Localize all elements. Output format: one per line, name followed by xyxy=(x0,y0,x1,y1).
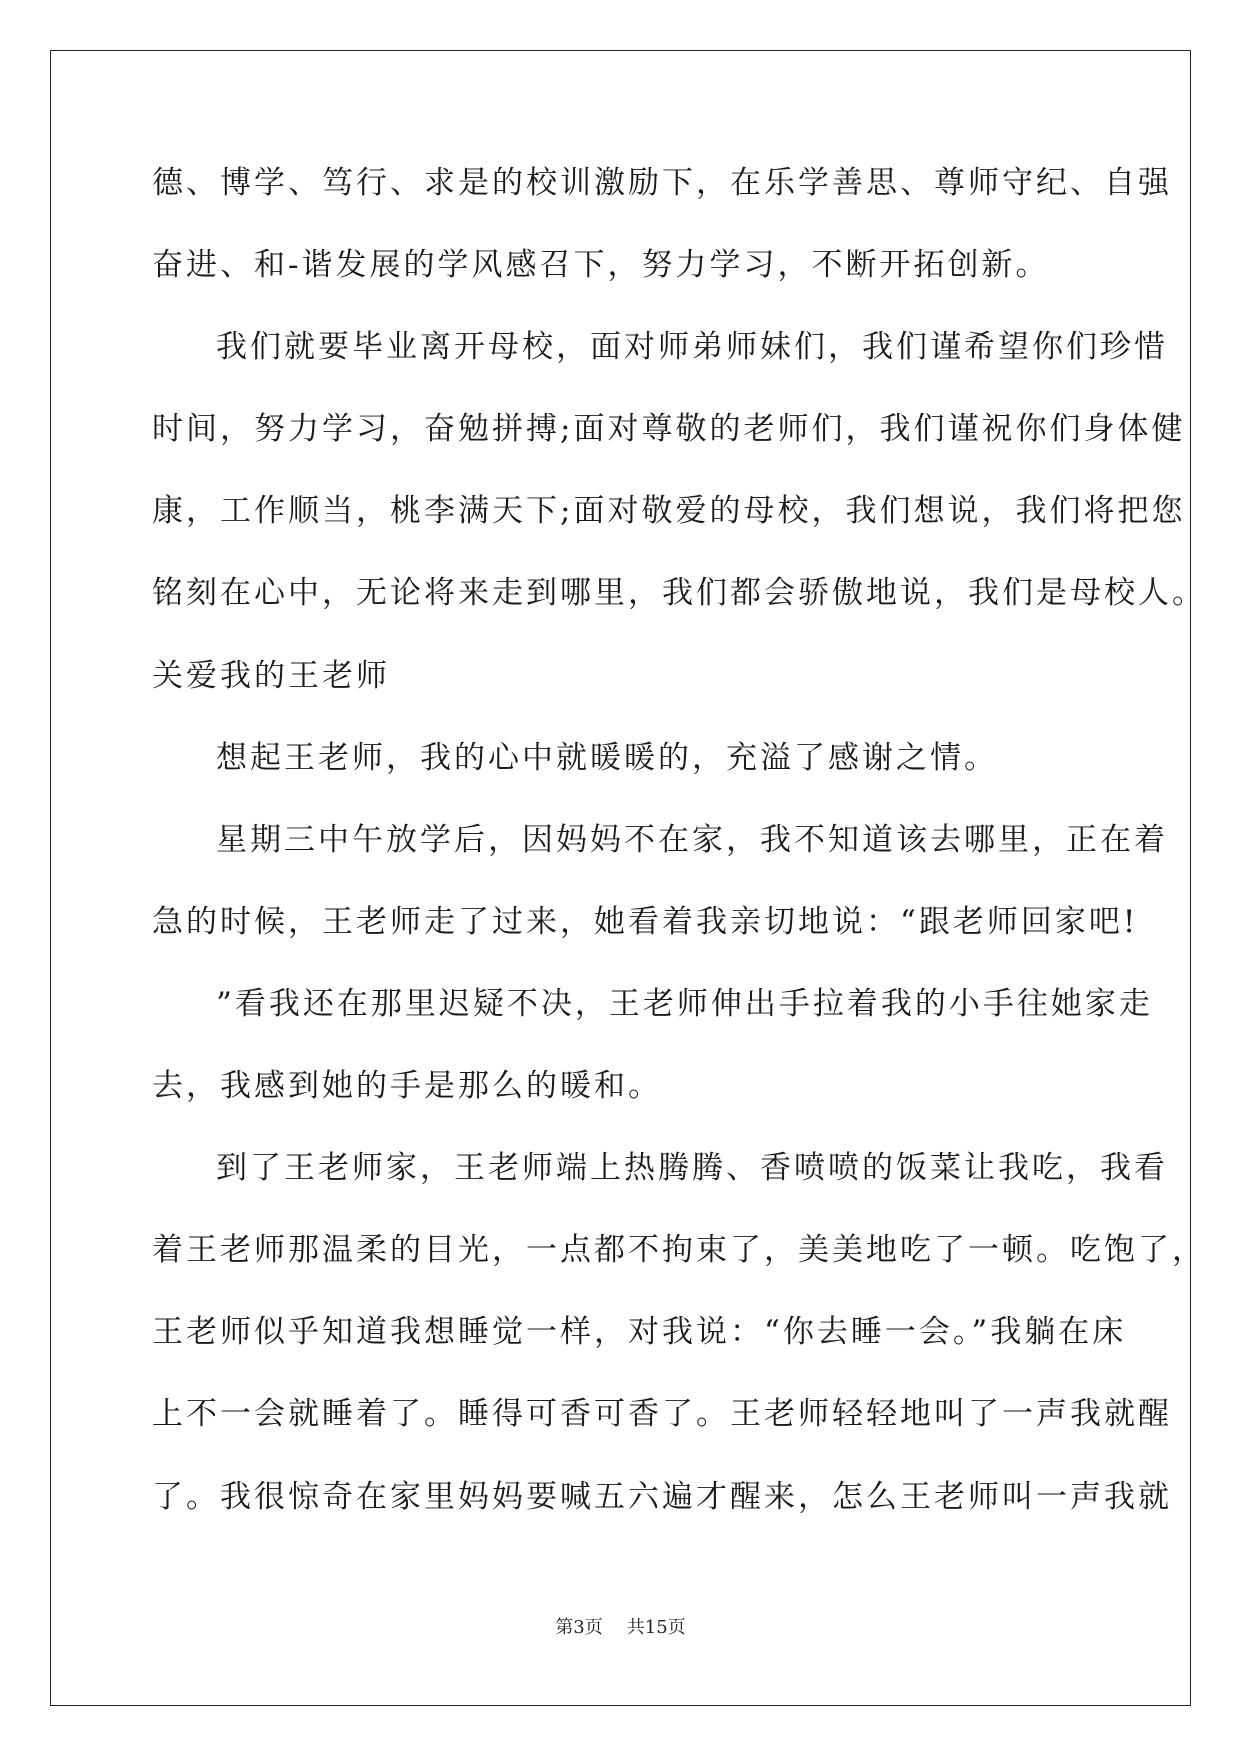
text-line: 星期三中午放学后，因妈妈不在家，我不知道该去哪里，正在着 xyxy=(216,821,1168,858)
text-line: 关爱我的王老师 xyxy=(152,657,390,694)
text-line: 时间，努力学习，奋勉拼搏;面对尊敬的老师们，我们谨祝你们身体健 xyxy=(152,411,1186,448)
text-line: 康，工作顺当，桃李满天下;面对敬爱的母校，我们想说，我们将把您 xyxy=(152,493,1186,530)
text-line: 到了王老师家，王老师端上热腾腾、香喷喷的饭菜让我吃，我看 xyxy=(216,1150,1168,1187)
text-line: 想起王老师，我的心中就暖暖的，充溢了感谢之情。 xyxy=(216,739,998,776)
page-footer xyxy=(0,1617,1241,1639)
text-line: 德、博学、笃行、求是的校训激励下，在乐学善思、尊师守纪、自强 xyxy=(152,165,1172,201)
page-number: 第3页 xyxy=(555,1617,603,1638)
text-line: 我们就要毕业离开母校，面对师弟师妹们，我们谨希望你们珍惜 xyxy=(216,329,1168,366)
text-line: ”看我还在那里迟疑不决，王老师伸出手拉着我的小手往她家走 xyxy=(216,985,1153,1022)
text-line: 急的时候，王老师走了过来，她看着我亲切地说：“跟老师回家吧! xyxy=(152,903,1139,940)
text-line: 去，我感到她的手是那么的暖和。 xyxy=(152,1068,662,1105)
text-line: 铭刻在心中，无论将来走到哪里，我们都会骄傲地说，我们是母校人。 xyxy=(152,575,1206,612)
text-line: 王老师似乎知道我想睡觉一样，对我说：“你去睡一会。”我躺在床 xyxy=(152,1314,1127,1351)
text-line: 上不一会就睡着了。睡得可香可香了。王老师轻轻地叫了一声我就醒 xyxy=(152,1396,1172,1433)
text-line: 了。我很惊奇在家里妈妈要喊五六遍才醒来，怎么王老师叫一声我就 xyxy=(152,1478,1172,1515)
text-line: 奋进、和-谐发展的学风感召下，努力学习，不断开拓创新。 xyxy=(152,247,1050,284)
document-body xyxy=(152,164,1206,1560)
text-line: 着王老师那温柔的目光，一点都不拘束了，美美地吃了一顿。吃饱了， xyxy=(152,1232,1206,1269)
page-total: 共15页 xyxy=(626,1617,686,1638)
